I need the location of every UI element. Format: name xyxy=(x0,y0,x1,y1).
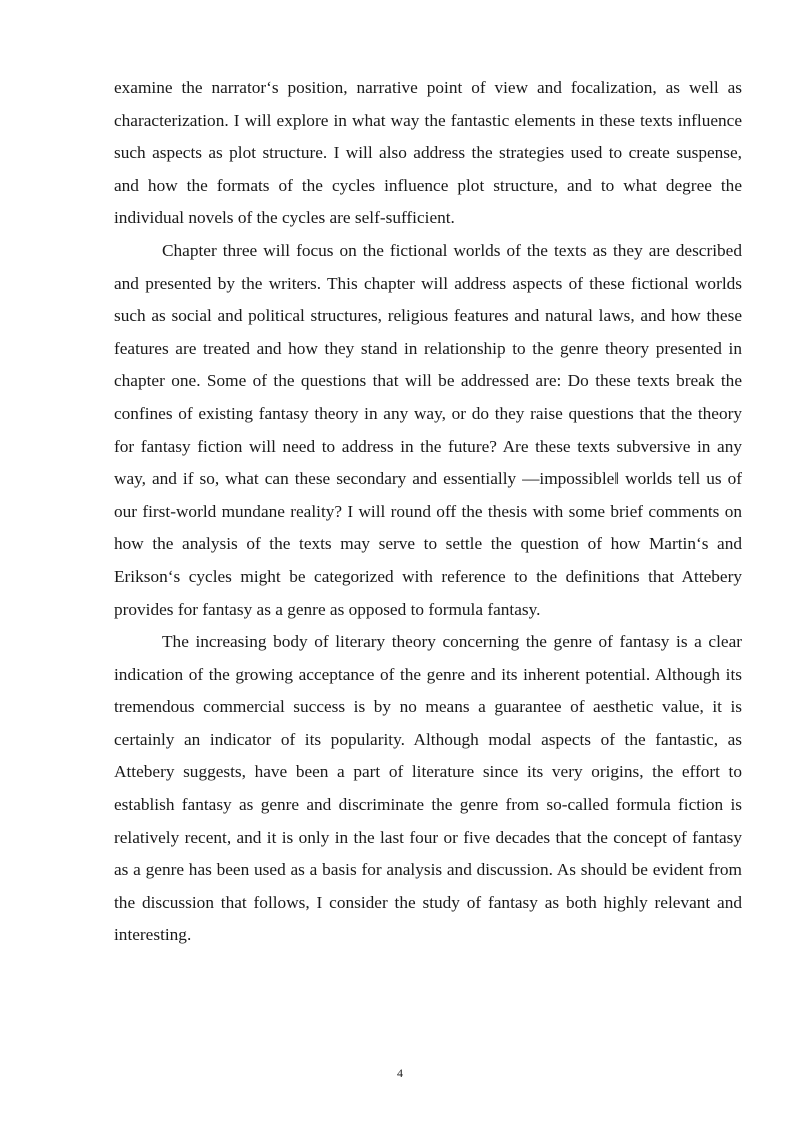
paragraph-2: Chapter three will focus on the fictional worlds of the texts as they are described and presented by the writers. This chapter will address aspects of these fictional worlds such as social and political structures, religious features and natural laws, and how these features are treated and how they stand in relationship to the genre theory presented in chapter one. Some of the questions that will be addressed are: Do these texts break the confines of existing fantasy theory in any way, or do they raise questions that the theory for fantasy fiction will need to address in the future? Are these texts subversive in any way, and if so, what can these secondary and essentially ―impossible‖ worlds tell us of our first-world mundane reality? I will round off the thesis with some brief comments on how the analysis of the texts may serve to settle the question of how Martin‘s and Erikson‘s cycles might be categorized with reference to the definitions that Attebery provides for fantasy as a genre as opposed to formula fantasy. xyxy=(114,240,742,619)
body-text xyxy=(114,72,742,952)
paragraph-1: examine the narrator‘s position, narrative point of view and focalization, as well as characterization. I will explore in what way the fantastic elements in these texts influence such aspects as plot structure. I will also address the strategies used to create suspense, and how the formats of the cycles influence plot structure, and to what degree the individual novels of the cycles are self-sufficient. xyxy=(114,78,742,228)
paragraph-3: The increasing body of literary theory concerning the genre of fantasy is a clear indication of the growing acceptance of the genre and its inherent potential. Although its tremendous commercial success is by no means a guarantee of aesthetic value, it is certainly an indicator of its popularity. Although modal aspects of the fantastic, as Attebery suggests, have been a part of literature since its very origins, the effort to establish fantasy as genre and discriminate the genre from so-called formula fiction is relatively recent, and it is only in the last four or five decades that the concept of fantasy as a genre has been used as a basis for analysis and discussion. As should be evident from the discussion that follows, I consider the study of fantasy as both highly relevant and interesting. xyxy=(114,632,742,945)
page-number: 4 xyxy=(397,1066,403,1080)
